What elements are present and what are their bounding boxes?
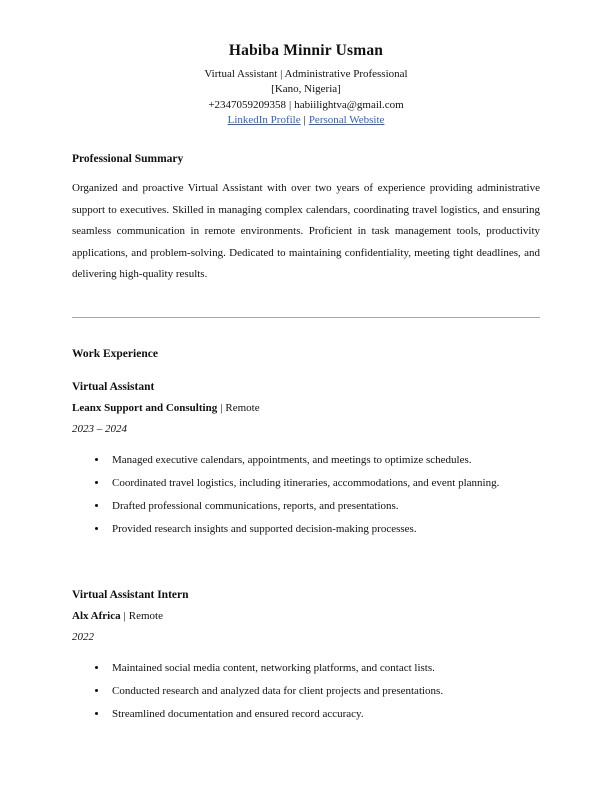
job-entry (72, 589, 540, 722)
job-bullet-list (72, 453, 540, 537)
bullet-item: • Streamlined documentation and ensured record accuracy. (108, 707, 540, 722)
job-dates: 2023 – 2024 (72, 423, 127, 436)
resume-header (72, 42, 540, 127)
candidate-location: [Kano, Nigeria] (271, 83, 341, 96)
phone-number: +2347059209358 (208, 98, 287, 111)
contact-separator: | (289, 98, 292, 111)
links-separator: | (303, 113, 306, 126)
bullet-item: • Drafted professional communications, reports, and presentations. (108, 499, 540, 514)
job-location: Remote (225, 402, 260, 415)
linkedin-link[interactable]: LinkedIn Profile (227, 113, 301, 126)
summary-heading: Professional Summary (72, 153, 184, 166)
experience-heading: Work Experience (72, 348, 158, 361)
company-name: Leanx Support and Consulting (72, 402, 218, 415)
bullet-item: • Conducted research and analyzed data for client projects and presentations. (108, 684, 540, 699)
company-line (72, 402, 540, 414)
personal-website-link[interactable]: Personal Website (308, 113, 385, 126)
bullet-item: • Maintained social media content, networking platforms, and contact lists. (108, 661, 540, 676)
job-entry (72, 381, 540, 537)
bullet-item: • Managed executive calendars, appointments, and meetings to optimize schedules. (108, 453, 540, 468)
company-name: Alx Africa (72, 610, 121, 623)
contact-line (72, 98, 540, 112)
section-divider (72, 317, 540, 318)
bullet-item: • Provided research insights and supported decision-making processes. (108, 522, 540, 537)
company-separator: | (123, 610, 126, 623)
candidate-title-line: Virtual Assistant | Administrative Professional (204, 68, 408, 80)
company-line (72, 610, 540, 622)
candidate-name: Habiba Minnir Usman (228, 42, 384, 59)
job-bullet-list (72, 661, 540, 722)
links-line (72, 113, 540, 127)
bullet-item: • Coordinated travel logistics, including itineraries, accommodations, and event planning. (108, 476, 540, 491)
job-title: Virtual Assistant (72, 381, 155, 394)
job-dates: 2022 (72, 631, 94, 644)
summary-body: Organized and proactive Virtual Assistant with over two years of experience providing administrative support to executives. Skilled in managing complex calendars, coordinating travel logistics, and ensuring seamless communication in remote environments. Proficient in task management tools, productivity applications, and problem-solving. Dedicated to maintaining confidentiality, meeting tight deadlines, and delivering high-quality results. (72, 182, 540, 280)
job-location: Remote (128, 610, 163, 623)
work-experience-section (72, 348, 540, 722)
email-address: habiilightva@gmail.com (294, 98, 404, 111)
job-title: Virtual Assistant Intern (72, 589, 189, 602)
professional-summary-section (72, 153, 540, 285)
company-separator: | (220, 402, 223, 415)
